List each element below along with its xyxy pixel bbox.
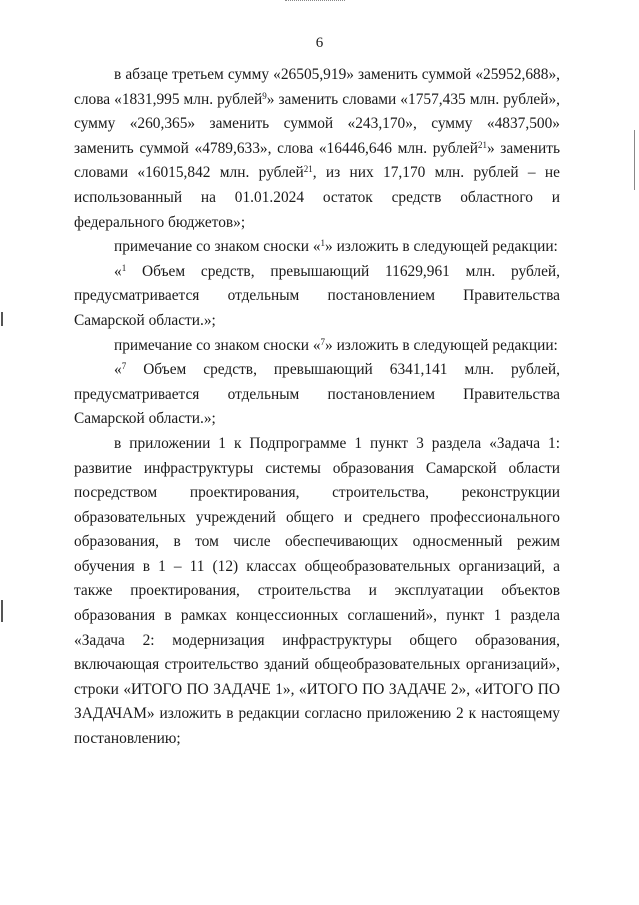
footnote-mark: 1 <box>121 262 127 273</box>
paragraph-text: » заменить словами «16015,842 млн. рублей <box>74 139 560 182</box>
paragraph-text: » изложить в следующей редакции: <box>325 238 558 256</box>
paragraph-note-1-intro <box>74 235 560 260</box>
scan-margin-mark <box>1 312 3 326</box>
paragraph-note-7-intro <box>74 334 560 359</box>
footnote-mark: 1 <box>320 238 326 249</box>
paragraph-appendix-amend: в приложении 1 к Подпрограмме 1 пункт 3 раздела «Задача 1: развитие инфраструктуры системы образования Самарской области посредством проектирования, строительства, реконструкции образовательных учреждений общего и среднего профессионального образования, в том числе обеспечивающих односменный режим обучения в 1 – 11 (12) классах общеобразовательных организаций, а также проектирования, строительства и эксплуатации объектов образования в рамках концессионных соглашений», пункт 1 раздела «Задача 2: модернизация инфраструктуры общего образования, включающая строительство зданий общеобразовательных организаций», строки «ИТОГО ПО ЗАДАЧЕ 1», «ИТОГО ПО ЗАДАЧЕ 2», «ИТОГО ПО ЗАДАЧАМ» изложить в редакции согласно приложению 2 к настоящему постановлению; <box>74 434 560 748</box>
document-body <box>74 63 560 752</box>
paragraph-text: Объем средств, превышающий 6341,141 млн. рублей, предусматривается отдельным постановлением Правительства Самарской области.»; <box>74 361 560 428</box>
footnote-mark: 7 <box>320 336 326 347</box>
paragraph-text: « <box>114 262 122 280</box>
paragraph-text: Объем средств, превышающий 11629,961 млн. рублей, предусматривается отдельным постановлением Правительства Самарской области.»; <box>74 262 560 329</box>
footnote-mark: 21 <box>477 139 487 150</box>
paragraph-text: в абзаце третьем сумму «26505,919» заменить суммой «25952,688», слова «1831,995 млн. рублей <box>74 66 560 108</box>
paragraph-note-7-text <box>74 358 560 432</box>
paragraph-text: « <box>114 361 122 379</box>
paragraph-text: примечание со знаком сноски « <box>114 336 321 354</box>
scan-top-edge <box>285 0 345 3</box>
page-number: 6 <box>315 35 324 51</box>
paragraph-text: примечание со знаком сноски « <box>114 238 321 256</box>
scan-margin-mark <box>1 600 3 622</box>
paragraph-text: » заменить словами «1757,435 млн. рублей», сумму «260,365» заменить суммой «243,170», сумму «4837,500» заменить суммой «4789,633», слова «16446,646 млн. рублей <box>74 90 560 157</box>
footnote-mark: 9 <box>262 90 267 101</box>
paragraph-text: » изложить в следующей редакции: <box>325 336 558 354</box>
footnote-mark: 7 <box>121 361 127 372</box>
footnote-mark: 21 <box>303 164 313 175</box>
paragraph-text: , из них 17,170 млн. рублей – не использованный на 01.01.2024 остаток средств областного и федерального бюджетов»; <box>74 164 560 231</box>
scan-margin-mark <box>634 130 635 190</box>
paragraph-amend-sums <box>74 63 560 235</box>
paragraph-note-1-text <box>74 260 560 334</box>
